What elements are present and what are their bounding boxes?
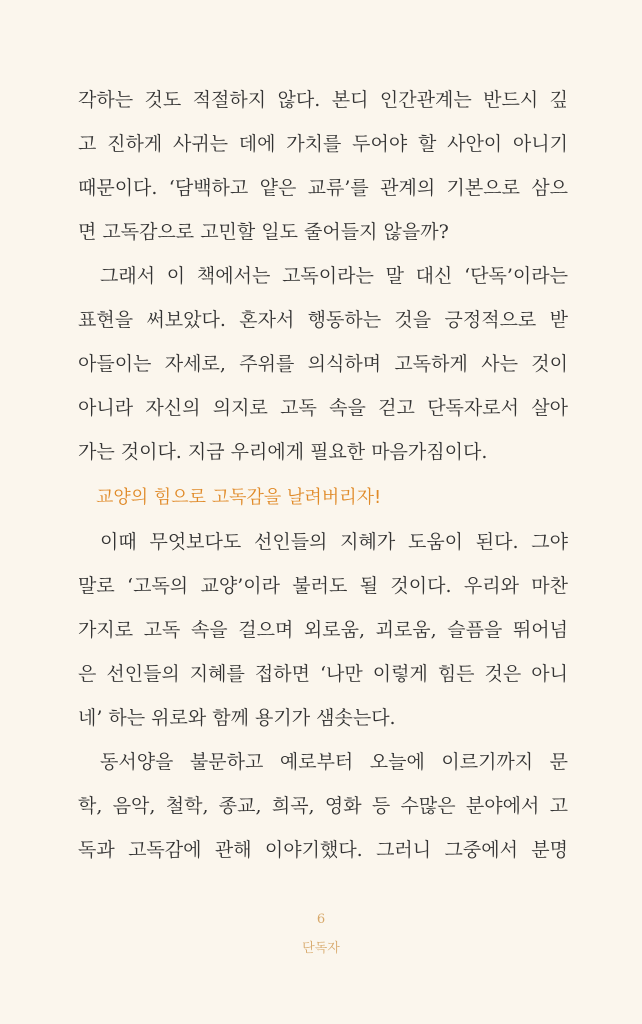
body-line: 은 선인들의 지혜를 접하면 ‘나만 이렇게 힘든 것은 아니 xyxy=(78,663,568,685)
body-line: 면 고독감으로 고민할 일도 줄어들지 않을까? xyxy=(78,221,449,243)
body-line: 표현을 써보았다. 혼자서 행동하는 것을 긍정적으로 받 xyxy=(78,309,568,331)
running-title: 단독자 xyxy=(302,941,340,956)
section-heading: 교양의 힘으로 고독감을 날려버리자! xyxy=(96,487,382,508)
body-line: 네’ 하는 위로와 함께 용기가 샘솟는다. xyxy=(78,707,396,729)
body-line: 아들이는 자세로, 주위를 의식하며 고독하게 사는 것이 xyxy=(78,353,568,375)
body-line: 학, 음악, 철학, 종교, 희곡, 영화 등 수많은 분야에서 고 xyxy=(78,795,568,817)
body-line: 이때 무엇보다도 선인들의 지혜가 도움이 된다. 그야 xyxy=(100,531,568,553)
body-line: 가지로 고독 속을 걸으며 외로움, 괴로움, 슬픔을 뛰어넘 xyxy=(78,619,568,641)
body-line: 그래서 이 책에서는 고독이라는 말 대신 ‘단독’이라는 xyxy=(100,265,568,287)
body-line: 동서양을 불문하고 예로부터 오늘에 이르기까지 문 xyxy=(100,751,568,773)
body-line: 때문이다. ‘담백하고 얕은 교류’를 관계의 기본으로 삼으 xyxy=(78,177,568,199)
body-line: 고 진하게 사귀는 데에 가치를 두어야 할 사안이 아니기 xyxy=(78,133,568,155)
body-line: 가는 것이다. 지금 우리에게 필요한 마음가짐이다. xyxy=(78,441,488,463)
body-line: 각하는 것도 적절하지 않다. 본디 인간관계는 반드시 깊 xyxy=(78,89,568,111)
body-line: 독과 고독감에 관해 이야기했다. 그러니 그중에서 분명 xyxy=(78,839,568,861)
body-line: 아니라 자신의 의지로 고독 속을 걷고 단독자로서 살아 xyxy=(78,397,568,419)
page-number: 6 xyxy=(316,912,326,927)
body-line: 말로 ‘고독의 교양’이라 불러도 될 것이다. 우리와 마찬 xyxy=(78,575,568,597)
